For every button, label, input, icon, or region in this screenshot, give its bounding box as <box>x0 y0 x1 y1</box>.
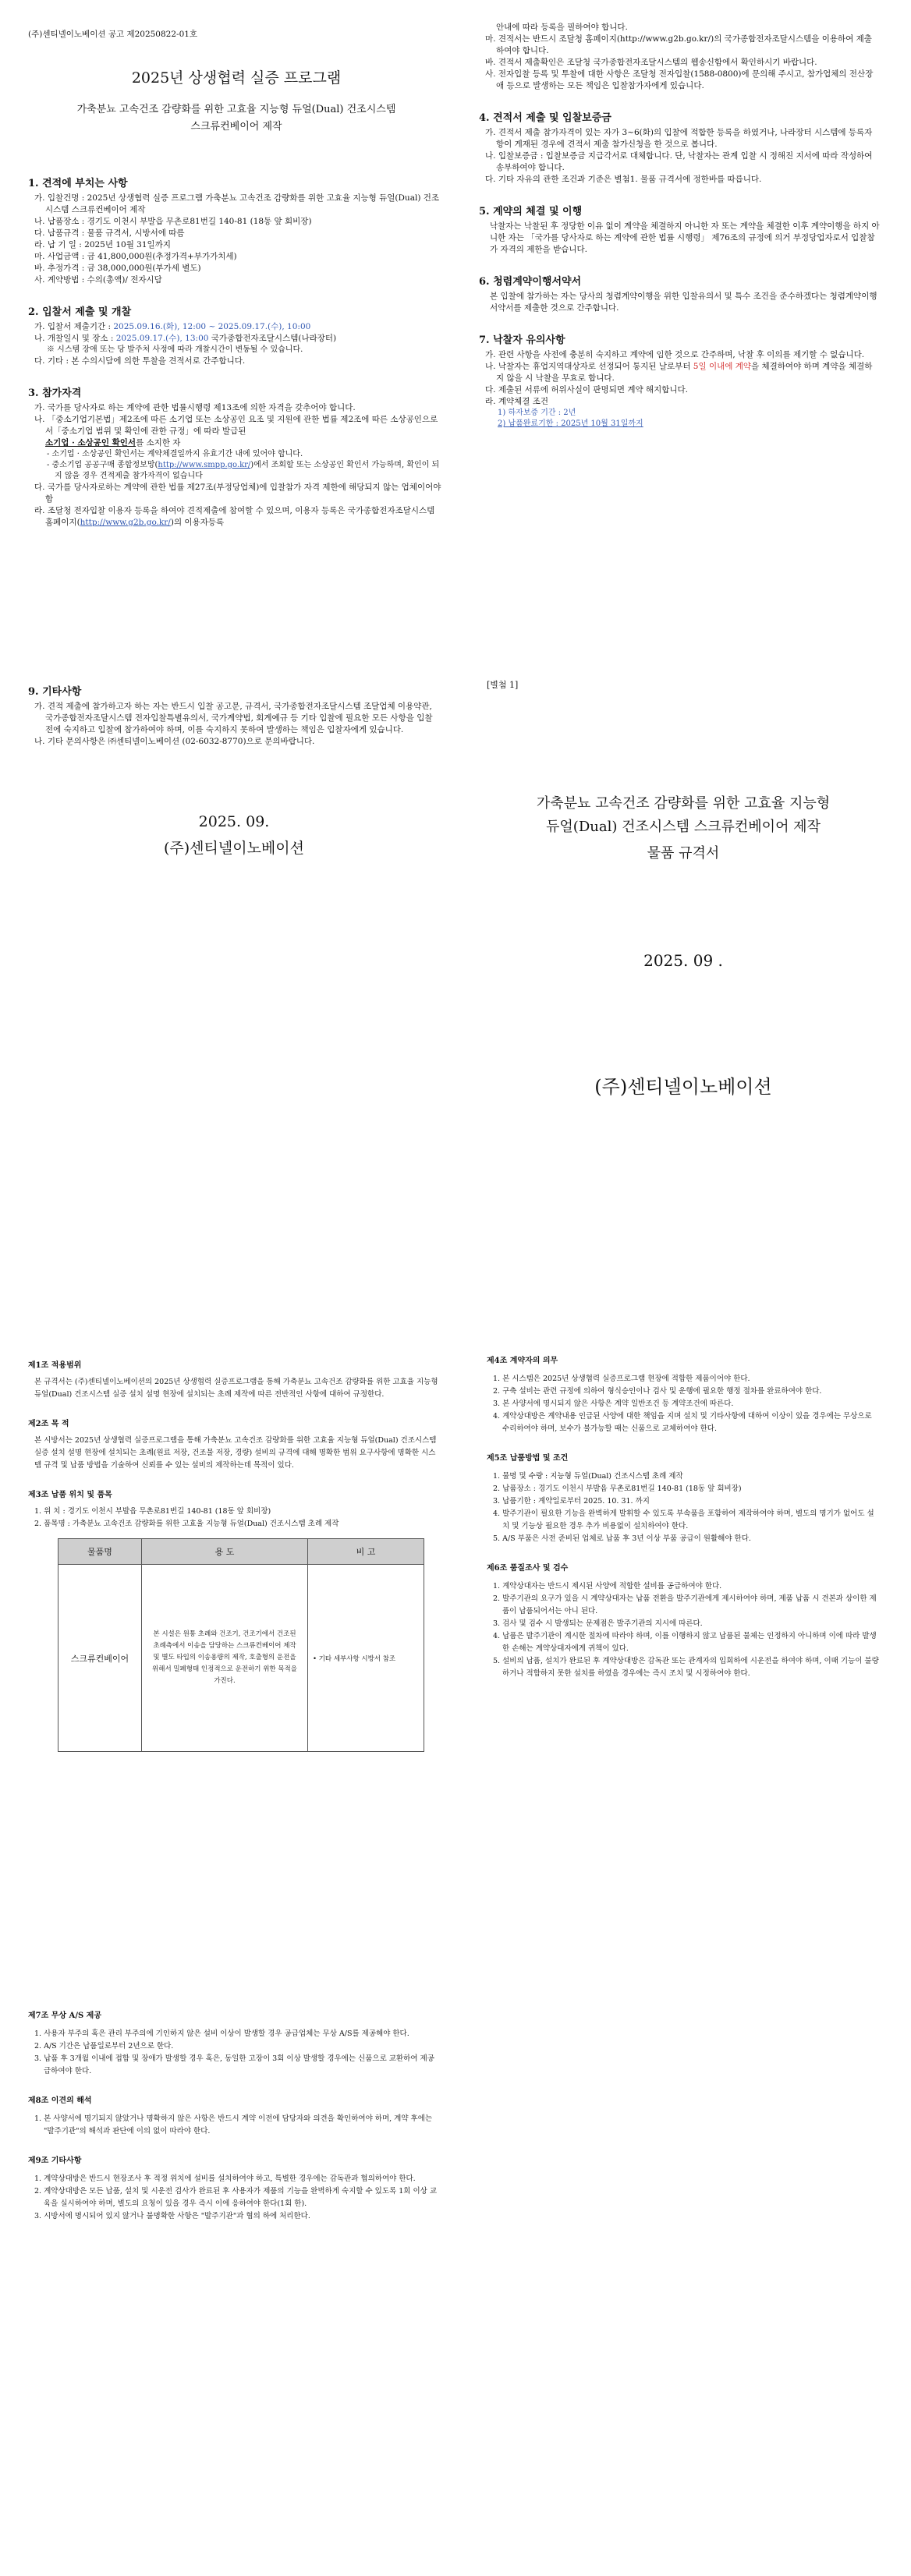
s7-item-a: 가. 관련 사항을 사전에 충분히 숙지하고 계약에 임한 것으로 간주하며, 낙찰 후 이의를 제기할 수 없습니다. <box>485 350 865 359</box>
article-4-item: 1. 본 시스템은 2025년 상생협력 실증프로그램 현장에 적합한 제품이어야 한다. <box>493 1375 750 1383</box>
item-table <box>58 1538 424 1752</box>
table-cell-use: 본 시설은 원통 초례와 건조기, 건조기에서 건조된 초례측에서 이송을 담당하는 스크류컨베이어 제작 및 별도 타입의 이송용량의 제작, 호출형의 운전을 위해서 밀폐형태 인정적으로 운전하기 위한 목적을 가진다. <box>142 1565 308 1752</box>
spec-page-2 <box>456 1322 911 1966</box>
table-header: 용 도 <box>142 1539 308 1565</box>
s7-item-c: 다. 제출된 서류에 허위사실이 판명되면 계약 해지합니다. <box>485 385 688 395</box>
article-1-title: 제1조 적용범위 <box>28 1361 82 1370</box>
subtitle-line-1: 가축분뇨 고속건조 감량화를 위한 고효율 지능형 듀얼(Dual) 건조시스템 <box>76 104 396 115</box>
table-header: 비 고 <box>308 1539 424 1565</box>
contract-deadline: 5일 이내에 계약 <box>693 362 752 371</box>
section-9-title: 9. 기타사항 <box>28 686 82 698</box>
article-4-item: 2. 구축 설비는 관련 규정에 의하여 형식승인이나 검사 및 운행에 필요한 행정 절차를 완료하여야 한다. <box>493 1387 822 1396</box>
article-3-item: 1. 위 치 : 경기도 이천시 부발읍 무촌로81번길 140-81 (18동 앞 회비장) <box>34 1507 271 1516</box>
notice-company: (주)센티넬이노베이션 <box>163 840 304 857</box>
section-4-title: 4. 견적서 제출 및 입찰보증금 <box>479 112 611 124</box>
s9-item-a: 가. 견적 제출에 참가하고자 하는 자는 반드시 입찰 공고문, 규격서, 국가종합전자조달시스템 조달업체 이용약관, 국가종합전자조달시스템 전자입찰특별유의서, 국가계약법, 회계예규 등 기타 입찰에 필요한 모든 사항을 입찰 전에 숙지하고 입찰에 참가하여야 하며, 이를 숙지하지 못하여 발생하는 책임은 입찰자에게 있습니다. <box>34 702 433 734</box>
g2b-link[interactable]: http://www.g2b.go.kr/ <box>80 518 171 527</box>
bid-period: 2025.09.16.(화), 12:00 ~ 2025.09.17.(수), 10:00 <box>113 322 311 331</box>
smpp-link[interactable]: http://www.smpp.go.kr/ <box>158 461 251 469</box>
s7-item-d: 라. 계약체결 조건 <box>485 397 549 406</box>
article-2-text: 본 시방서는 2025년 상생협력 실증프로그램을 통해 가축분뇨 고속건조 감량화를 위한 고효율 지능형 듀얼(Dual) 건조시스템 실증 설치 설명 현장에 설치되는 초례(원료 저장, 건조물 저장, 경량) 설비의 규격에 대해 명확한 범위 요구사항에 명확한 시스템 규격 및 납품 방법을 기술하여 신뢰를 수 있는 설비의 제작하는데 목적이 있다. <box>34 1436 437 1470</box>
notice-page-3 <box>0 678 456 1322</box>
article-4-item: 3. 본 사양서에 명시되지 않은 사항은 계약 일반조건 등 계약조건에 따른다. <box>493 1399 734 1408</box>
s1-item: 마. 사업금액 : 금 41,800,000원(추정가격+부가가치세) <box>34 252 237 261</box>
article-4-title: 제4조 계약자의 의무 <box>487 1357 558 1365</box>
table-header-row <box>58 1539 424 1565</box>
article-1-text: 본 규격서는 (주)센티넬이노베이션의 2025년 상생협력 실증프로그램을 통해 가축분뇨 고속건조 감량화를 위한 고효율 지능형 듀얼(Dual) 건조시스템 실증 설치 설명 현장에 설치되는 초례 제작에 따른 전반적인 사항에 대하여 규정한다. <box>34 1378 438 1399</box>
certificate-link[interactable]: 소기업 · 소상공인 확인서 <box>45 438 136 448</box>
table-cell-item: 스크류컨베이어 <box>58 1565 142 1752</box>
article-6-title: 제6조 품질조사 및 검수 <box>487 1564 569 1573</box>
subtitle-line-2: 스크류컨베이어 제작 <box>190 121 282 133</box>
table-header: 물품명 <box>58 1539 142 1565</box>
spec-cover-page <box>456 678 911 1322</box>
table-row <box>58 1565 424 1752</box>
article-7-item: 2. A/S 기간은 납품일로부터 2년으로 한다. <box>34 2042 174 2051</box>
s5-text: 낙찰자는 낙찰된 후 정당한 이유 없이 계약을 체결하지 아니한 자 또는 계약을 체결한 이후 계약이행을 하지 아니한 자는 「국가를 당사자로 하는 계약에 관한 법률 시행령」 제76조의 규정에 의거 부정당업자로서 입찰참가 자격의 제한을 받습니다. <box>490 221 880 254</box>
article-5-item: 1. 물명 및 수량 : 지능형 듀얼(Dual) 건조시스템 초례 제작 <box>493 1472 683 1481</box>
section-5-title: 5. 계약의 체결 및 이행 <box>479 206 583 218</box>
article-3-item: 2. 품목명 : 가축분뇨 고속건조 감량화를 위한 고효율 지능형 듀얼(Dual) 건조시스템 초례 제작 <box>34 1520 339 1528</box>
s6-text: 본 입찰에 참가하는 자는 당사의 청렴계약이행을 위한 입찰유의서 및 특수 조건을 준수하겠다는 청렴계약이행서약서를 제출한 것으로 간주합니다. <box>490 292 877 313</box>
s1-item: 나. 납품장소 : 경기도 이천시 부발읍 무촌로81번길 140-81 (18동 앞 회비장) <box>34 217 312 226</box>
article-3-title: 제3조 납품 위치 및 품목 <box>28 1491 112 1499</box>
article-4-item: 4. 계약상대방은 계약내용 인급된 사양에 대한 책임을 지며 설치 및 기타사항에 대하여 이상이 있을 경우에는 무상으로 수리하여야 하며, 보수가 불가능할 때는 신품으로 교체하여야 한다. <box>493 1412 872 1433</box>
s3-item-d: 라. 조달청 전자입찰 이용자 등록을 하여야 견적제출에 참여할 수 있으며, 이용자 등록은 국가종합전자조달시스템 홈페이지(http://www.g2b.go.kr/)의 이용자등록 <box>34 506 435 527</box>
s4-item-c: 다. 기타 자유의 관한 조건과 기준은 별첨1. 물품 규격서에 정한바를 따릅니다. <box>485 175 762 184</box>
article-5-title: 제5조 납품방법 및 조건 <box>487 1454 569 1463</box>
article-9-item: 3. 시방서에 명시되어 있지 않거나 불명확한 사항은 "발주기관"과 협의 하에 처리한다. <box>34 2212 310 2220</box>
continued-text: 안내에 따라 등록을 필하여야 합니다. <box>496 23 628 32</box>
notice-date: 2025. 09. <box>198 813 270 830</box>
warranty-period: 1) 하자보증 기간 : 2년 <box>498 409 576 417</box>
notice-page-2 <box>456 0 911 678</box>
section-1-title: 1. 견적에 부치는 사항 <box>28 178 128 189</box>
article-9-item: 1. 계약상대방은 반드시 현장조사 후 적정 위치에 설비를 설치하여야 하고, 특별한 경우에는 감독관과 협의하여야 한다. <box>34 2174 416 2183</box>
article-6-item: 3. 검사 및 검수 시 발생되는 문제점은 발주기관의 지시에 따른다. <box>493 1619 703 1628</box>
attachment-label: [별첨 1] <box>487 680 519 690</box>
cont-item: 마. 견적서는 반드시 조달청 홈페이지(http://www.g2b.go.kr/)의 국가종합전자조달시스템을 이용하여 제출하여야 합니다. <box>485 34 872 55</box>
s1-item: 다. 납품규격 : 물품 규격서, 시방서에 따름 <box>34 228 185 238</box>
s1-item: 가. 입찰건명 : 2025년 상생협력 실증 프로그램 가축분뇨 고속건조 감량화를 위한 고효율 지능형 듀얼(Dual) 건조시스템 스크류컨베이어 제작 <box>34 193 440 214</box>
document-title: 2025년 상생협력 실증 프로그램 <box>131 69 342 87</box>
section-7-title: 7. 낙찰자 유의사항 <box>479 334 565 346</box>
article-7-item: 3. 납품 후 3개월 이내에 접합 및 장애가 발생할 경우 혹은, 동일한 고장이 3회 이상 발생할 경우에는 신품으로 교환하여 제공급하여야 한다. <box>34 2054 434 2075</box>
notice-number: (주)센티넬이노베이션 공고 제20250822-01호 <box>28 30 198 39</box>
article-6-item: 2. 발주기관의 요구가 있을 시 계약상대자는 납품 전환을 발주기관에게 제시하여야 하며, 제품 납품 시 견본과 상이한 제품이 납품되어서는 아니 된다. <box>493 1594 877 1615</box>
s4-item-a: 가. 견적서 제출 참가자격이 있는 자가 3~6(화)의 입찰에 적합한 등록을 하였거나, 나라장터 시스템에 등록자항이 게재된 경우에 견적서 제출 참가신청을 한 것으로 봅니다. <box>485 128 873 149</box>
article-5-item: 5. A/S 부품은 사전 준비된 업체로 납품 후 3년 이상 부품 공급이 원활해야 한다. <box>493 1534 751 1543</box>
table-cell-note: • 기타 세부사항 시방서 참조 <box>308 1565 424 1752</box>
s2-note: ※ 시스템 장애 또는 당 발주처 사정에 따라 개찰시간이 변동될 수 있습니다. <box>47 345 303 354</box>
spec-title-line-2: 듀얼(Dual) 건조시스템 스크류컨베이어 제작 <box>546 819 821 835</box>
s3-item-b: 나. 「중소기업기본법」제2조에 따른 소기업 또는 소상공인 요조 및 지원에 관한 법률 제2조에 따른 소상공인으로서「중소기업 범위 및 확인에 관한 규정」에 따라 발급된 소기업 · 소상공인 확인서를 소지한 자 <box>34 415 438 448</box>
s3-sub-1: - 소기업 · 소상공인 확인서는 계약체결일까지 유효기간 내에 있어야 합니다. <box>47 450 303 458</box>
cont-item: 사. 전자입찰 등록 및 투찰에 대한 사항은 조달청 전자입찰(1588-0800)에 문의해 주시고, 참가업체의 전산장애 등으로 발생하는 모든 책임은 입찰참가자에게 있습니다. <box>485 69 874 90</box>
article-7-title: 제7조 무상 A/S 제공 <box>28 2012 101 2020</box>
s2-item-c: 다. 기타 : 본 수의시담에 의한 투찰을 견적서로 간주합니다. <box>34 356 246 366</box>
s1-item: 바. 추정가격 : 금 38,000,000원(부가세 별도) <box>34 264 201 273</box>
section-2-title: 2. 입찰서 제출 및 개찰 <box>28 306 132 318</box>
section-6-title: 6. 청렴계약이행서약서 <box>479 276 582 288</box>
section-3-title: 3. 참가자격 <box>28 387 82 399</box>
spec-date: 2025. 09 . <box>643 951 723 970</box>
s7-item-b: 나. 낙찰자는 휴업지역대상자로 선정되어 통지된 날로부터 5일 이내에 계약을 체결하여야 하며 계약을 체결하지 않을 시 낙찰을 무효로 합니다. <box>485 362 873 383</box>
spec-page-3 <box>0 1966 456 2576</box>
s2-item-b: 나. 개찰일시 및 장소 : 2025.09.17.(수), 13:00 국가종합전자조달시스템(나라장터) <box>34 334 337 343</box>
spec-page-1 <box>0 1322 456 1966</box>
s2-item-a: 가. 입찰서 제출기간 : 2025.09.16.(화), 12:00 ~ 2025.09.17.(수), 10:00 <box>34 322 311 331</box>
article-9-item: 2. 계약상대방은 모든 납품, 설치 및 시운전 검사가 완료된 후 사용자가 제품의 기능을 완벽하게 숙지할 수 있도록 1회 이상 교육을 실시하여야 하며, 별도의 요청이 있을 경우 즉시 이에 응하여야 한다(1회 한). <box>34 2187 438 2208</box>
s3-sub-2: - 중소기업 공공구매 종합정보망(http://www.smpp.go.kr/)에서 조회할 또는 소상공인 확인서 가능하며, 확인이 되지 않을 경우 견적제출 참가자격이 없습니다 <box>47 461 440 480</box>
article-5-item: 4. 발주기관이 필요한 기능을 완벽하게 발휘할 수 있도록 부속품을 포함하여 제작하여야 하며, 별도의 명기가 없어도 설치 및 기능상 필요한 경우 추가 비용없이 설치하여야 한다. <box>493 1509 874 1530</box>
spec-title-line-1: 가축분뇨 고속건조 감량화를 위한 고효율 지능형 <box>536 795 831 812</box>
article-5-item: 3. 납품기한 : 계약일로부터 2025. 10. 31. 까지 <box>493 1497 650 1506</box>
s1-item: 사. 계약방법 : 수의(총액)/ 전자시담 <box>34 275 162 285</box>
s1-item: 라. 납 기 일 : 2025년 10월 31일까지 <box>34 240 171 249</box>
article-6-item: 5. 설비의 납품, 설치가 완료된 후 계약상대방은 감독관 또는 관계자의 입회하에 시운전을 하여야 하며, 이때 기능이 불량하거나 적합하지 못한 설치를 하였을 경우에는 즉시 조치 및 시정하여야 한다. <box>493 1657 879 1678</box>
cont-item: 바. 견적서 제출확인은 조달청 국가종합전자조달시스템의 웹송신함에서 확인하시기 바랍니다. <box>485 58 817 67</box>
s3-item-c: 다. 국가를 당사자로하는 계약에 관한 법률 제27조(부정당업체)에 입찰참가 자격 제한에 해당되지 않는 업체이어야 함 <box>34 483 441 504</box>
delivery-deadline: 2) 납품완료기한 : 2025년 10월 31일까지 <box>498 419 643 428</box>
s4-item-b: 나. 입찰보증금 : 입찰보증금 지급각서로 대체합니다. 단, 낙찰자는 관계 입찰 시 정해진 지서에 따라 작성하여 송부하여야 합니다. <box>485 151 873 172</box>
s9-item-b: 나. 기타 문의사항은 ㈜센티넬이노베이션 (02-6032-8770)으로 문의바랍니다. <box>34 737 315 746</box>
spec-title-line-3: 물품 규격서 <box>647 845 720 862</box>
s3-item-a: 가. 국가를 당사자로 하는 계약에 관한 법률시행령 제13조에 의한 자격을 갖추어야 합니다. <box>34 403 356 412</box>
document-subtitle <box>28 101 445 136</box>
opening-time: 2025.09.17.(수), 13:00 <box>115 334 209 343</box>
notice-page-1 <box>0 0 456 678</box>
article-9-title: 제9조 기타사항 <box>28 2157 82 2165</box>
spec-company: (주)센티넬이노베이션 <box>594 1076 772 1098</box>
article-2-title: 제2조 목 적 <box>28 1420 69 1428</box>
article-7-item: 1. 사용자 부주의 혹은 관리 부주의에 기인하지 않은 설비 이상이 발생할 경우 공급업체는 무상 A/S를 제공해야 한다. <box>34 2029 409 2038</box>
article-8-title: 제8조 이견의 해석 <box>28 2097 92 2105</box>
article-8-item: 1. 본 사양서에 명기되지 않았거나 명확하지 않은 사항은 반드시 계약 이전에 담당자와 의견을 확인하여야 하며, 계약 후에는 "발주기관"의 해석과 판단에 이의 없이 따라야 한다. <box>34 2114 433 2135</box>
article-5-item: 2. 납품장소 : 경기도 이천시 부발읍 무촌로81번길 140-81 (18동 앞 회비장) <box>493 1484 742 1493</box>
article-6-item: 1. 계약상대자는 반드시 제시된 사양에 적합한 설비를 공급하여야 한다. <box>493 1582 722 1591</box>
article-6-item: 4. 납품은 발주기관이 계시한 절차에 따라야 하며, 이를 이행하지 않고 납품된 물체는 인정하지 아니하며 이에 따라 발생한 손해는 계약상대자에게 귀책이 있다. <box>493 1632 877 1653</box>
blank-page <box>456 1966 911 2576</box>
